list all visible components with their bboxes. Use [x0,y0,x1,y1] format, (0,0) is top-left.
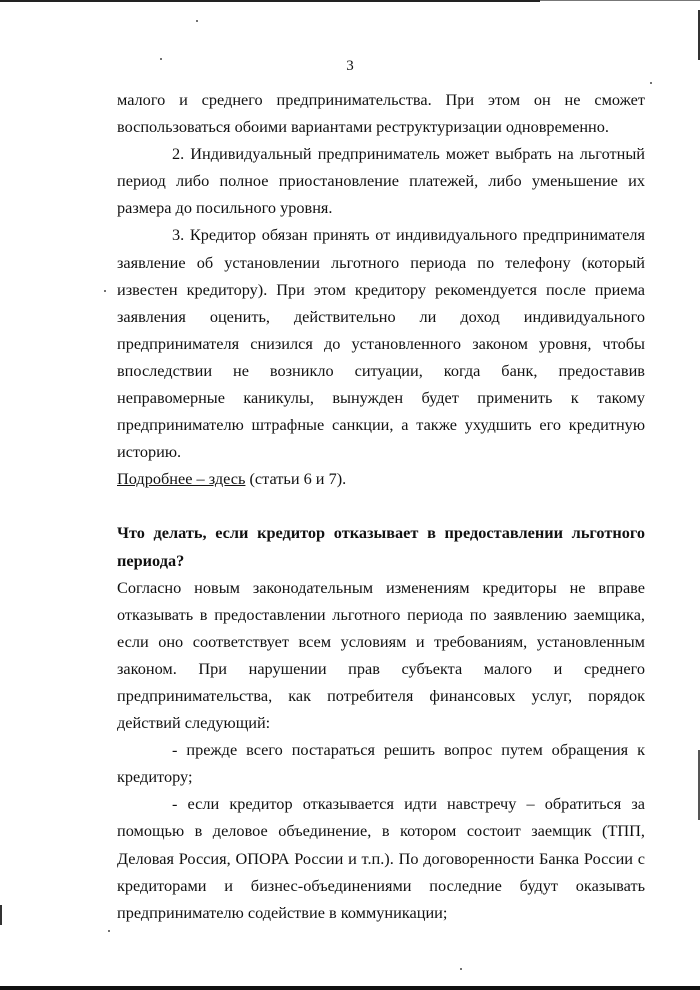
action-step: - если кредитор отказывается идти навстречу – обратиться за помощью в деловое объединение, в котором состоит заемщик (ТПП, Деловая Россия, ОПОРА России и т.п.). По договоренности Банка России с кредиторами и бизнес-объединениями последние будут оказывать предпринимателю содействие в коммуникации; [117,794,645,922]
scan-border-bottom [0,986,700,990]
paragraph-continuation: малого и среднего предпринимательства. При этом он не сможет воспользоваться обоими вариантами реструктуризации одновременно. [117,90,645,137]
paragraph-item-2: 2. Индивидуальный предприниматель может выбрать на льготный период либо полное приостановление платежей, либо уменьшение их размера до посильного уровня. [117,144,645,218]
section-heading: Что делать, если кредитор отказывает в предоставлении льготного периода? [117,523,645,570]
document-body [117,86,645,926]
scan-speck [650,82,652,84]
scan-border-top [0,0,540,2]
scan-speck [196,20,198,22]
more-info-line [117,465,645,492]
more-info-link[interactable]: Подробнее – здесь [117,469,246,489]
paragraph-item-3: 3. Кредитор обязан принять от индивидуального предпринимателя заявление об установлении льготного периода по телефону (который известен кредитору). При этом кредитору рекомендуется после приема заявления оценить, действительно ли доход индивидуального предпринимателя снизился до установленного законом уровня, чтобы впоследствии не возникло ситуации, когда банк, предоставив неправомерные каникулы, вынужден будет применить к такому предпринимателю штрафные санкции, а также ухудшить его кредитную историю. [117,225,645,462]
scan-speck [104,290,106,292]
more-info-suffix: (статьи 6 и 7). [245,469,347,489]
section-intro: Согласно новым законодательным изменениям кредиторы не вправе отказывать в предоставлении льготного периода по заявлению заемщика, если оно соответствует всем условиям и требованиям, установленным законом. При нарушении прав субъекта малого и среднего предпринимательства, как потребителя финансовых услуг, порядок действий следующий: [117,577,645,733]
scan-border-left [0,905,2,925]
page-number: 3 [346,58,354,74]
scan-speck [460,968,462,970]
scan-speck [108,930,110,932]
action-step: - прежде всего постараться решить вопрос путем обращения к кредитору; [117,740,645,787]
scan-border-top-faint [540,0,700,1]
